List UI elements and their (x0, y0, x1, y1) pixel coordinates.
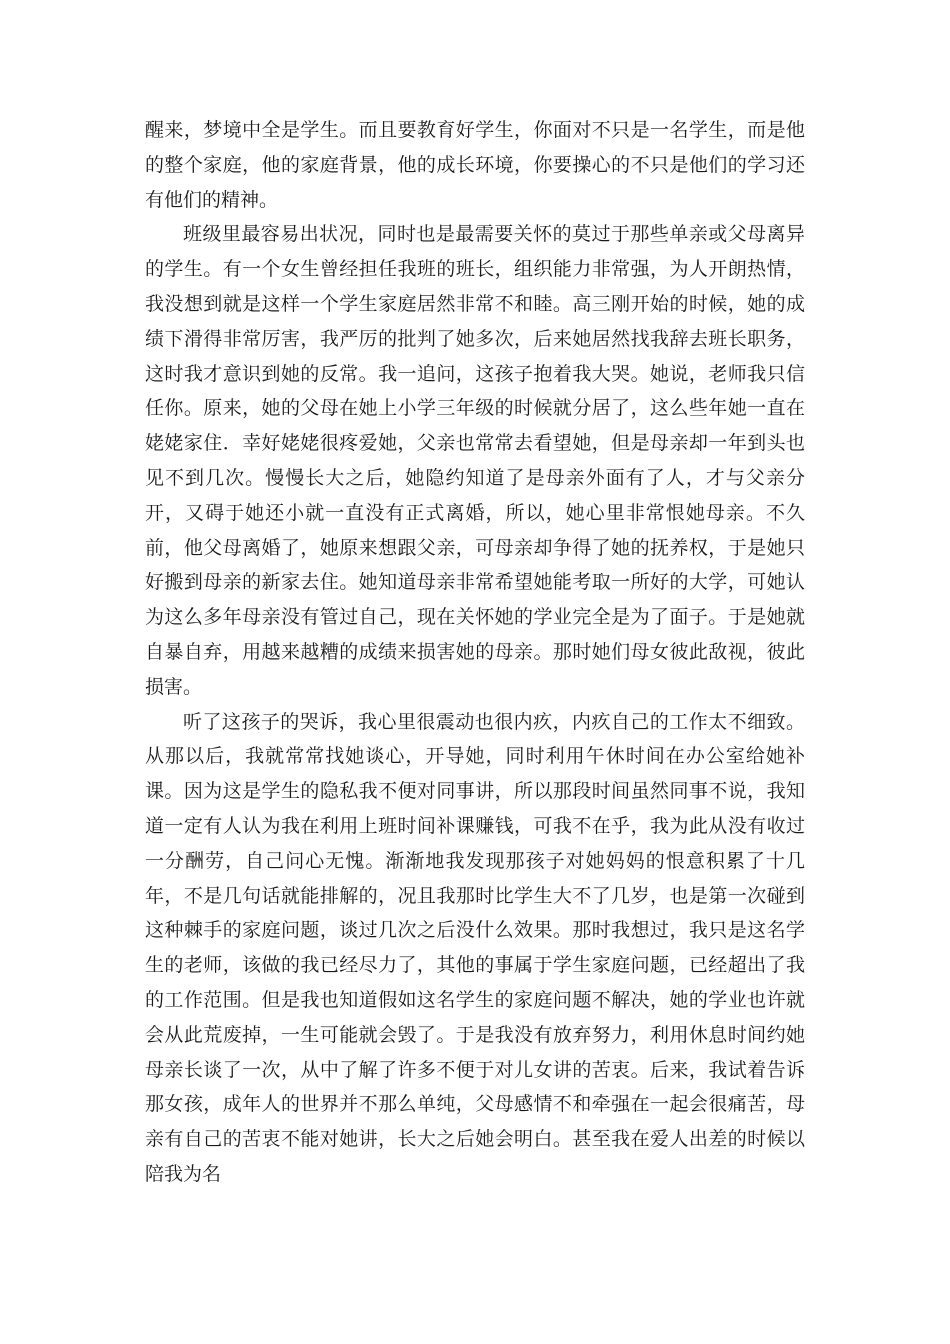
paragraph-1: 醒来，梦境中全是学生。而且要教育好学生，你面对不只是一名学生，而是他的整个家庭，他的家庭背景，他的成长环境，你要操心的不只是他们的学习还有他们的精神。 (145, 119, 805, 211)
document-page (145, 113, 805, 1192)
paragraph-3: 听了这孩子的哭诉，我心里很震动也很内疚，内疚自己的工作太不细致。从那以后，我就常常找她谈心，开导她，同时利用午休时间在办公室给她补课。因为这是学生的隐私我不便对同事讲，所以那段时间虽然同事不说，我知道一定有人认为我在利用上班时间补课赚钱，可我不在乎，我为此从没有收过一分酬劳，自己问心无愧。渐渐地我发现那孩子对她妈妈的恨意积累了十几年，不是几句话就能排解的，况且我那时比学生大不了几岁，也是第一次碰到这种棘手的家庭问题，谈过几次之后没什么效果。那时我想过，我只是这名学生的老师，该做的我已经尽力了，其他的事属于学生家庭问题，已经超出了我的工作范围。但是我也知道假如这名学生的家庭问题不解决，她的学业也许就会从此荒废掉，一生可能就会毁了。于是我没有放弃努力，利用休息时间约她母亲长谈了一次，从中了解了许多不便于对儿女讲的苦衷。后来，我试着告诉那女孩，成年人的世界并不那么单纯，父母感情不和牵强在一起会很痛苦，母亲有自己的苦衷不能对她讲，长大之后她会明白。甚至我在爱人出差的时候以陪我为名 (145, 710, 805, 1185)
paragraph-2: 班级里最容易出状况，同时也是最需要关怀的莫过于那些单亲或父母离异的学生。有一个女生曾经担任我班的班长，组织能力非常强，为人开朗热情，我没想到就是这样一个学生家庭居然非常不和睦。高三刚开始的时候，她的成绩下滑得非常厉害，我严厉的批判了她多次，后来她居然找我辞去班长职务，这时我才意识到她的反常。我一追问，这孩子抱着我大哭。她说，老师我只信任你。原来，她的父母在她上小学三年级的时候就分居了，这么些年她一直在姥姥家住．幸好姥姥很疼爱她，父亲也常常去看望她，但是母亲却一年到头也见不到几次。慢慢长大之后，她隐约知道了是母亲外面有了人，才与父亲分开，又碍于她还小就一直没有正式离婚，所以，她心里非常恨她母亲。不久前，他父母离婚了，她原来想跟父亲，可母亲却争得了她的抚养权，于是她只好搬到母亲的新家去住。她知道母亲非常希望她能考取一所好的大学，可她认为这么多年母亲没有管过自己，现在关怀她的学业完全是为了面子。于是她就自暴自弃，用越来越糟的成绩来损害她的母亲。那时她们母女彼此敌视，彼此损害。 (145, 223, 805, 698)
